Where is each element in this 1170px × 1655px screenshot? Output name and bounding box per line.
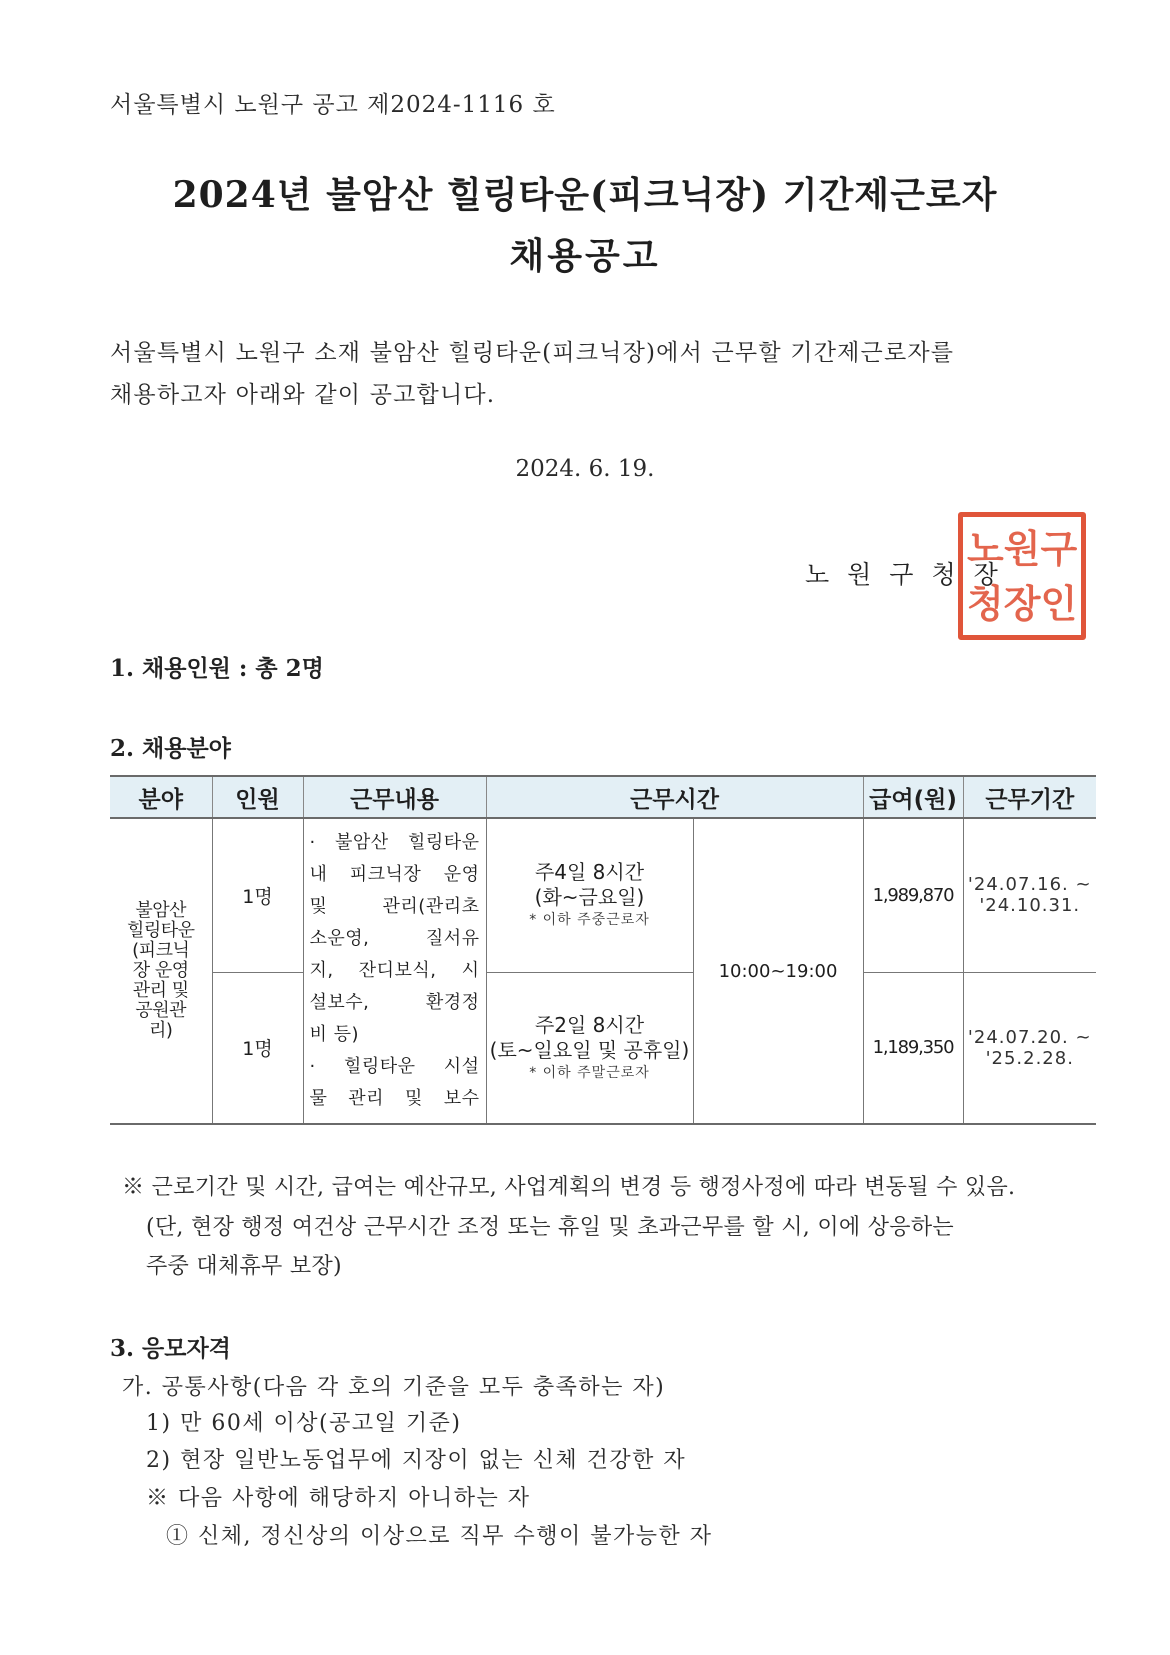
duties-line: 물 관리 및 보수 <box>309 1088 480 1109</box>
schedule-note: * 이하 주중근로자 <box>529 912 650 929</box>
column-header-pay: 급여(원) <box>863 776 963 818</box>
column-header-hours: 근무시간 <box>486 776 863 818</box>
column-header-headcount: 인원 <box>212 776 303 818</box>
field-line: 관리 및 <box>132 980 189 1001</box>
headcount-cell: 1명 <box>212 818 303 972</box>
duties-line: 설보수, 환경정 <box>309 992 480 1013</box>
section-recruit-field: 2. 채용분야 <box>110 735 231 762</box>
duties-cell <box>303 818 486 1124</box>
period-end: '25.2.28. <box>985 1047 1074 1069</box>
field-line: 공원관 <box>135 1000 187 1021</box>
schedule-cell <box>486 818 693 972</box>
schedule-cell <box>486 972 693 1124</box>
duties-line: 및 관리(관리초 <box>309 896 480 917</box>
table-header-row <box>110 776 1096 818</box>
qualification-exclusion-1: ① 신체, 정신상의 이상으로 직무 수행이 불가능한 자 <box>166 1524 713 1549</box>
field-line: (피크닉 <box>132 940 190 961</box>
pay-cell: 1,989,870 <box>863 818 963 972</box>
qualification-item-2: 2) 현장 일반노동업무에 지장이 없는 신체 건강한 자 <box>146 1448 687 1473</box>
schedule-days-count: 주2일 8시간 <box>534 1012 645 1037</box>
qualification-exclusion-header: ※ 다음 사항에 해당하지 아니하는 자 <box>146 1486 531 1511</box>
column-header-period: 근무기간 <box>963 776 1096 818</box>
seal-char: 청 <box>967 581 1004 626</box>
schedule-note: * 이하 주말근로자 <box>529 1064 650 1081</box>
field-line: 장 운영 <box>132 960 189 981</box>
qualification-item-1: 1) 만 60세 이상(공고일 기준) <box>146 1411 462 1436</box>
field-line: 불암산 <box>135 900 187 921</box>
notice-number: 서울특별시 노원구 공고 제2024-1116 호 <box>110 92 556 118</box>
signatory-name: 노원구청장 <box>805 560 1016 589</box>
section-headcount: 1. 채용인원 : 총 2명 <box>110 655 324 682</box>
document-title: 2024년 불암산 힐링타운(피크닉장) 기간제근로자 <box>172 174 998 216</box>
table-note-line2: (단, 현장 행정 여건상 근무시간 조정 또는 휴일 및 초과근무를 할 시, 이에 상응하는 <box>146 1215 954 1240</box>
duties-line: · 불암산 힐링타운 <box>309 832 480 853</box>
period-cell <box>963 972 1096 1124</box>
section-qualifications: 3. 응모자격 <box>110 1335 231 1362</box>
period-end: '24.10.31. <box>979 895 1081 917</box>
table-note-line1: ※ 근로기간 및 시간, 급여는 예산규모, 사업계획의 변경 등 행정사정에 따라 변동될 수 있음. <box>122 1175 1016 1200</box>
field-line: 리) <box>149 1020 173 1041</box>
field-cell <box>110 818 212 1124</box>
duties-line: 소운영, 질서유 <box>309 928 480 949</box>
qualification-common: 가. 공통사항(다음 각 호의 기준을 모두 충족하는 자) <box>122 1375 666 1400</box>
pay-cell: 1,189,350 <box>863 972 963 1124</box>
table-note-line3: 주중 대체휴무 보장) <box>146 1254 342 1279</box>
schedule-days: (화~금요일) <box>534 885 645 910</box>
duties-line: · 힐링타운 시설 <box>309 1056 480 1077</box>
period-start: '24.07.20. ~ <box>967 1026 1092 1048</box>
seal-char: 인 <box>1040 581 1078 626</box>
seal-char: 원 <box>1003 526 1041 571</box>
seal-char: 노 <box>967 526 1004 571</box>
recruitment-table <box>110 775 1096 1125</box>
work-hours-cell: 10:00~19:00 <box>693 818 863 1124</box>
seal-char: 장 <box>1003 581 1041 626</box>
headcount-cell: 1명 <box>212 972 303 1124</box>
schedule-days-count: 주4일 8시간 <box>534 860 645 885</box>
document-title-line2: 채용공고 <box>509 235 661 277</box>
period-cell <box>963 818 1096 972</box>
field-line: 힐링타운 <box>126 920 195 941</box>
column-header-duties: 근무내용 <box>303 776 486 818</box>
intro-paragraph-line1: 서울특별시 노원구 소재 불암산 힐링타운(피크닉장)에서 근무할 기간제근로자를 <box>110 340 955 366</box>
notice-date: 2024. 6. 19. <box>515 456 655 482</box>
duties-line: 지, 잔디보식, 시 <box>309 960 480 981</box>
table-row <box>110 818 1096 972</box>
seal-char: 구 <box>1040 526 1078 571</box>
column-header-field: 분야 <box>110 776 212 818</box>
schedule-days: (토~일요일 및 공휴일) <box>489 1037 690 1062</box>
duties-line: 내 피크닉장 운영 <box>309 864 480 885</box>
intro-paragraph-line2: 채용하고자 아래와 같이 공고합니다. <box>110 382 496 408</box>
period-start: '24.07.16. ~ <box>967 874 1092 896</box>
table-row <box>110 972 1096 1124</box>
duties-line: 비 등) <box>309 1024 360 1045</box>
